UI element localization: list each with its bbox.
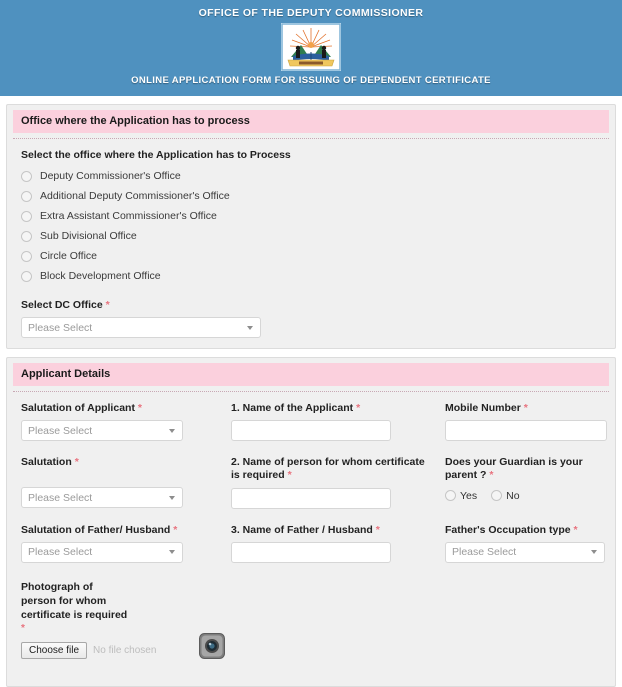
radio-option-sub-divisional-office[interactable]	[21, 230, 601, 242]
select-value: Please Select	[28, 424, 93, 437]
required-asterisk: *	[523, 402, 528, 415]
field-label-text: 3. Name of Father / Husband	[231, 523, 373, 536]
required-asterisk: *	[375, 523, 380, 536]
radio-label: Sub Divisional Office	[40, 230, 137, 242]
photograph-upload-block	[21, 580, 601, 676]
photograph-label	[21, 580, 601, 636]
radio-icon[interactable]	[21, 231, 32, 242]
dc-office-label-text: Select DC Office	[21, 299, 103, 311]
field-name-of-father	[231, 524, 431, 563]
field-label-text: Father's Occupation type	[445, 523, 571, 536]
page-masthead	[0, 0, 622, 96]
field-guardian-is-parent	[445, 456, 607, 508]
dc-office-select[interactable]	[21, 317, 261, 338]
field-name-of-person	[231, 456, 431, 508]
radio-label: Deputy Commissioner's Office	[40, 170, 181, 182]
radio-label: Additional Deputy Commissioner's Office	[40, 190, 230, 202]
radio-option-circle-office[interactable]	[21, 250, 601, 262]
chevron-down-icon	[169, 550, 175, 554]
file-upload-row	[21, 642, 156, 659]
applicant-section-panel	[6, 357, 616, 687]
radio-label: Extra Assistant Commissioner's Office	[40, 210, 217, 222]
radio-label: Block Development Office	[40, 270, 161, 282]
field-name-of-applicant	[231, 402, 431, 441]
field-label-text: 2. Name of person for whom certificate is required	[231, 456, 425, 482]
office-title: OFFICE OF THE DEPUTY COMMISSIONER	[198, 7, 424, 19]
required-asterisk: *	[287, 469, 292, 482]
radio-label: Yes	[460, 489, 478, 502]
office-section-panel	[6, 104, 616, 349]
field-label-text: Mobile Number	[445, 402, 521, 415]
field-father-occupation	[445, 524, 607, 563]
required-asterisk: *	[173, 523, 178, 536]
applicant-section-body	[7, 392, 615, 678]
chevron-down-icon	[591, 550, 597, 554]
office-section-body	[7, 139, 615, 340]
radio-label: Circle Office	[40, 250, 97, 262]
radio-option-no[interactable]	[491, 490, 519, 502]
camera-icon[interactable]	[199, 633, 225, 659]
required-asterisk: *	[137, 402, 142, 415]
name-of-person-input[interactable]	[231, 488, 391, 509]
radio-icon[interactable]	[491, 490, 502, 501]
no-file-chosen-text: No file chosen	[93, 644, 157, 656]
required-asterisk: *	[105, 299, 110, 311]
state-emblem-icon	[281, 23, 341, 71]
field-salutation-of-father	[21, 524, 217, 563]
field-label	[445, 456, 607, 482]
applicant-section-header: Applicant Details	[13, 363, 609, 386]
field-label-text: Salutation	[21, 456, 72, 469]
field-label	[21, 524, 217, 537]
select-value: Please Select	[28, 491, 93, 504]
choose-file-button[interactable]: Choose file	[21, 642, 87, 659]
field-label-text: 1. Name of the Applicant	[231, 402, 354, 415]
father-occupation-select[interactable]	[445, 542, 605, 563]
form-subtitle: ONLINE APPLICATION FORM FOR ISSUING OF DEPENDENT CERTIFICATE	[131, 75, 491, 86]
field-label	[445, 402, 607, 415]
required-asterisk: *	[356, 402, 361, 415]
chevron-down-icon	[169, 429, 175, 433]
salutation-of-applicant-select[interactable]	[21, 420, 183, 441]
radio-option-extra-assistant-commissioner[interactable]	[21, 210, 601, 222]
dc-office-select-value: Please Select	[28, 321, 93, 334]
radio-icon[interactable]	[21, 271, 32, 282]
required-asterisk: *	[74, 456, 79, 469]
radio-icon[interactable]	[21, 191, 32, 202]
select-value: Please Select	[28, 546, 93, 559]
office-group-label: Select the office where the Application has to Process	[21, 149, 291, 161]
radio-option-block-development-office[interactable]	[21, 270, 601, 282]
field-label-text: Salutation of Applicant	[21, 402, 135, 415]
field-mobile-number	[445, 402, 607, 441]
field-label	[445, 524, 607, 537]
radio-icon[interactable]	[445, 490, 456, 501]
field-label	[21, 456, 217, 482]
chevron-down-icon	[169, 496, 175, 500]
radio-icon[interactable]	[21, 211, 32, 222]
required-asterisk: *	[489, 469, 494, 482]
radio-option-additional-deputy-commissioner[interactable]	[21, 190, 601, 202]
dc-office-label	[21, 299, 601, 312]
chevron-down-icon	[247, 326, 253, 330]
required-asterisk: *	[573, 523, 578, 536]
field-label	[231, 456, 431, 482]
radio-option-yes[interactable]	[445, 490, 477, 502]
salutation-select[interactable]	[21, 487, 183, 508]
field-label	[231, 524, 431, 537]
salutation-of-father-select[interactable]	[21, 542, 183, 563]
field-label-text: Does your Guardian is your parent ?	[445, 456, 583, 482]
name-of-applicant-input[interactable]	[231, 420, 391, 441]
photograph-label-line2: person for whom	[21, 594, 107, 607]
field-label	[21, 402, 217, 415]
applicant-fields-grid	[21, 402, 601, 578]
radio-icon[interactable]	[21, 171, 32, 182]
photograph-label-line1: Photograph of	[21, 580, 93, 593]
radio-label: No	[506, 489, 520, 502]
photograph-label-line3: certificate is required	[21, 608, 128, 621]
field-salutation	[21, 456, 217, 508]
mobile-number-input[interactable]	[445, 420, 607, 441]
select-value: Please Select	[452, 546, 517, 559]
guardian-is-parent-radio-group	[445, 488, 607, 502]
radio-icon[interactable]	[21, 251, 32, 262]
required-asterisk: *	[21, 623, 25, 635]
field-salutation-of-applicant	[21, 402, 217, 441]
name-of-father-input[interactable]	[231, 542, 391, 563]
office-section-header: Office where the Application has to process	[13, 110, 609, 133]
radio-option-deputy-commissioner[interactable]	[21, 170, 601, 182]
field-label-text: Salutation of Father/ Husband	[21, 523, 171, 536]
field-label	[231, 402, 431, 415]
